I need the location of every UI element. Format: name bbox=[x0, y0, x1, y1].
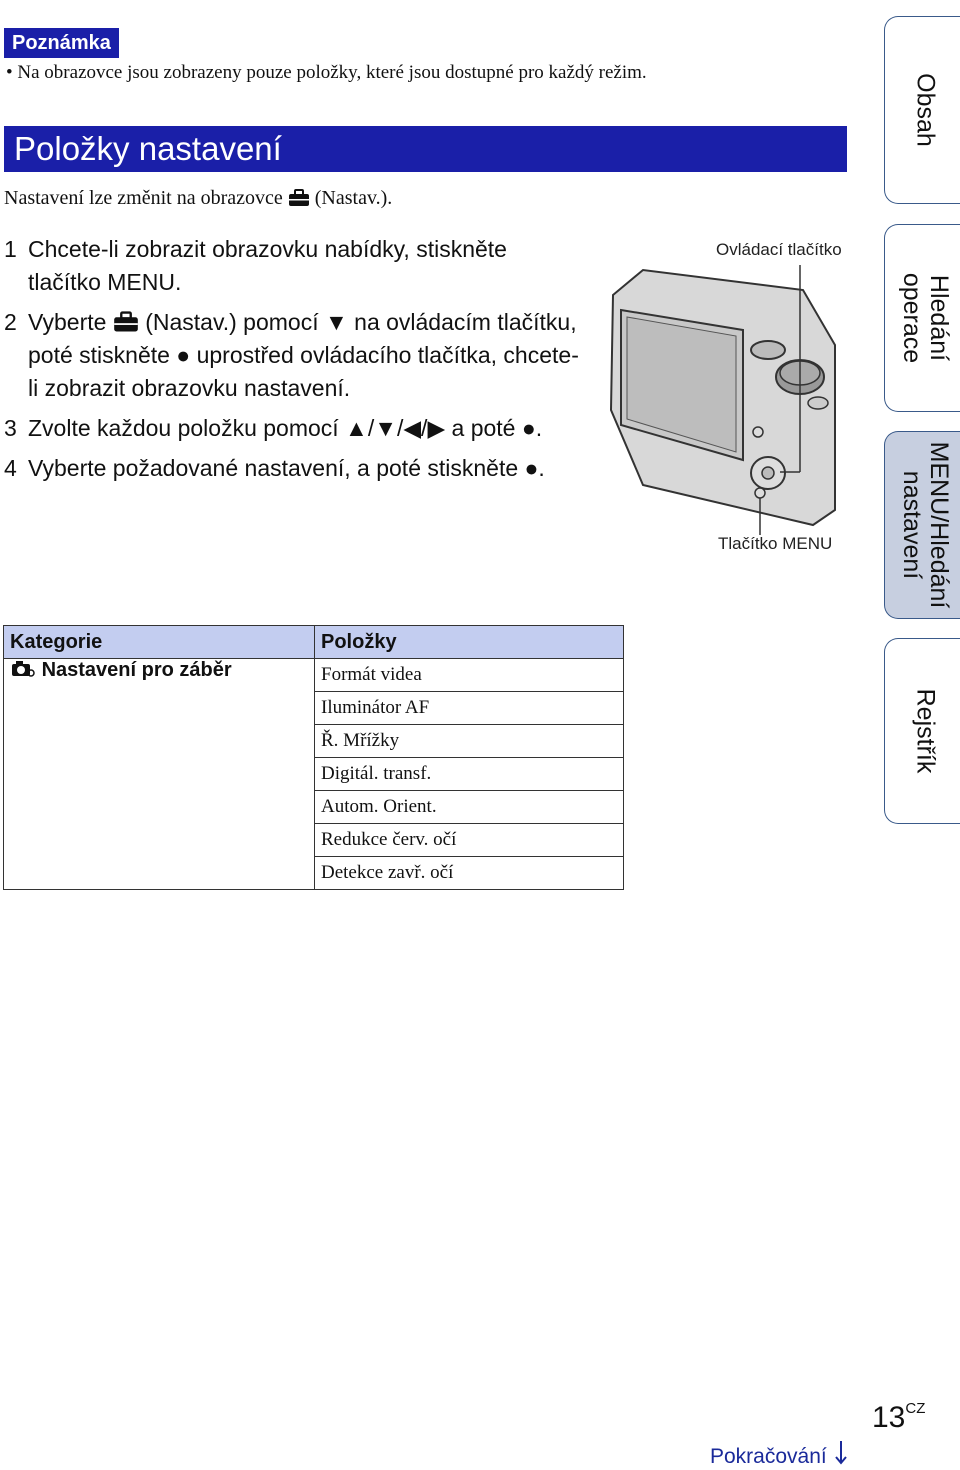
tab-contents[interactable] bbox=[884, 16, 960, 204]
header-items: Položky bbox=[315, 626, 624, 659]
step-2 bbox=[4, 306, 584, 405]
settings-table bbox=[3, 625, 624, 890]
intro-after: (Nastav.). bbox=[314, 187, 393, 209]
page-number bbox=[872, 1400, 925, 1435]
table-row: Autom. Orient. bbox=[315, 791, 624, 824]
camera-illustration bbox=[603, 235, 853, 565]
table-row: Ř. Mřížky bbox=[315, 725, 624, 758]
tab-menu-settings-search[interactable] bbox=[884, 431, 960, 619]
table-row: Formát videa bbox=[315, 659, 624, 692]
page-number-suffix: CZ bbox=[905, 1400, 926, 1417]
step-4 bbox=[4, 452, 584, 485]
category-cell bbox=[4, 659, 315, 890]
table-row: Iluminátor AF bbox=[315, 692, 624, 725]
section-title: Položky nastavení bbox=[4, 126, 847, 172]
arrow-down-icon bbox=[833, 1440, 849, 1466]
step-number: 2 bbox=[4, 309, 17, 335]
steps-list bbox=[4, 233, 584, 492]
tab-label: Hledání operace bbox=[897, 272, 953, 364]
table-row: Digitál. transf. bbox=[315, 758, 624, 791]
toolbox-icon bbox=[113, 311, 139, 333]
tab-search-operation[interactable] bbox=[884, 224, 960, 412]
step-text: Vyberte bbox=[28, 309, 107, 335]
note-text-content: Na obrazovce jsou zobrazeny pouze položky, které jsou dostupné pro každý režim. bbox=[17, 62, 647, 83]
tab-label: Rejstřík bbox=[911, 688, 939, 774]
menu-button-label: Tlačítko MENU bbox=[718, 534, 833, 553]
step-text: (Nastav.) pomocí ▼ na ovládacím tlačítku, poté stiskněte ● uprostřed ovládacího tlačítka, chcete-li zobrazit obrazovku nastavení. bbox=[28, 309, 579, 401]
step-number: 3 bbox=[4, 415, 17, 441]
category-label: Nastavení pro záběr bbox=[41, 659, 232, 681]
toolbox-icon bbox=[288, 189, 310, 207]
step-1 bbox=[4, 233, 584, 299]
step-number: 4 bbox=[4, 455, 17, 481]
continue-link[interactable] bbox=[710, 1440, 849, 1469]
tab-label: Obsah bbox=[911, 73, 939, 147]
step-text: Zvolte každou položku pomocí ▲/▼/◀/▶ a poté ●. bbox=[28, 415, 543, 441]
continue-label: Pokračování bbox=[710, 1445, 827, 1468]
step-text: Vyberte požadované nastavení, a poté stiskněte ●. bbox=[28, 455, 545, 481]
step-3 bbox=[4, 412, 584, 445]
note-tag: Poznámka bbox=[4, 28, 119, 58]
note-text: • Na obrazovce jsou zobrazeny pouze položky, které jsou dostupné pro každý režim. bbox=[6, 62, 647, 83]
header-category: Kategorie bbox=[4, 626, 315, 659]
step-text: Chcete-li zobrazit obrazovku nabídky, stiskněte tlačítko MENU. bbox=[28, 236, 507, 295]
page-number-value: 13 bbox=[872, 1401, 906, 1434]
tab-label: MENU/Hledání nastavení bbox=[897, 441, 953, 609]
table-row: Detekce zavř. očí bbox=[315, 857, 624, 890]
control-button-label: Ovládací tlačítko bbox=[716, 240, 842, 259]
tab-index[interactable] bbox=[884, 638, 960, 824]
table-row: Redukce červ. očí bbox=[315, 824, 624, 857]
intro-before: Nastavení lze změnit na obrazovce bbox=[4, 187, 283, 209]
intro-text bbox=[4, 187, 392, 210]
step-number: 1 bbox=[4, 236, 17, 262]
camera-settings-icon bbox=[10, 659, 36, 679]
